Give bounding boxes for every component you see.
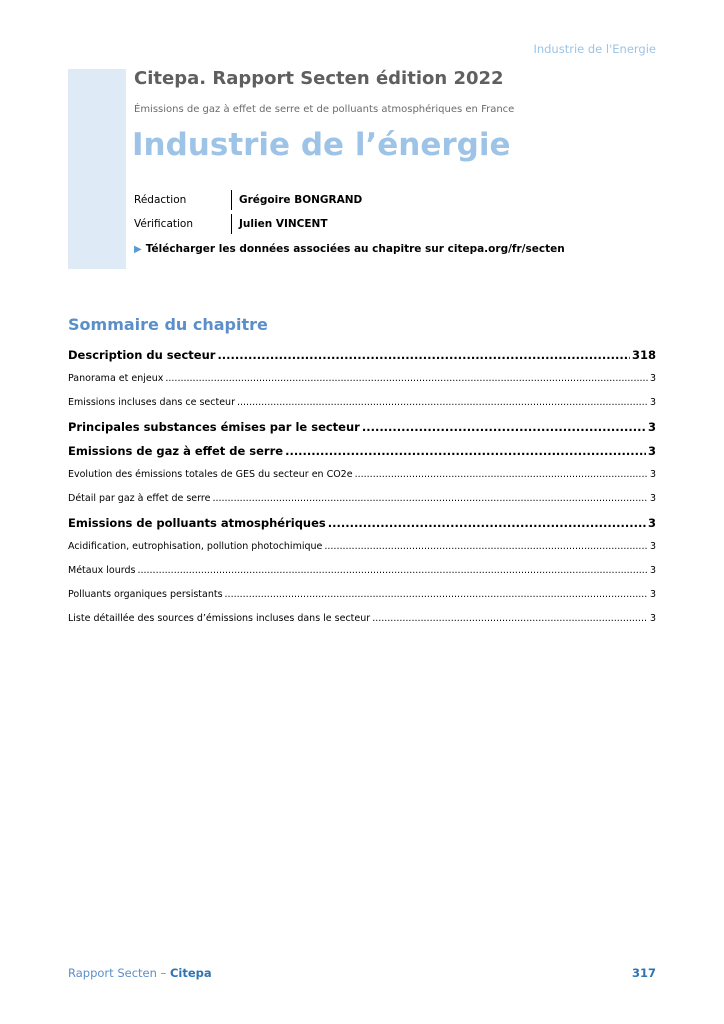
toc-dot-leader bbox=[237, 391, 648, 415]
toc-heading: Sommaire du chapitre bbox=[68, 315, 268, 334]
toc-dot-leader bbox=[165, 367, 648, 391]
toc-dot-leader bbox=[285, 439, 646, 463]
toc-entry-text: Acidification, eutrophisation, pollution photochimique bbox=[68, 541, 323, 552]
toc-dot-leader bbox=[355, 463, 648, 487]
download-link-text: Télécharger les données associées au chapitre sur citepa.org/fr/secten bbox=[145, 243, 565, 255]
toc-entry-text: Panorama et enjeux bbox=[68, 373, 164, 384]
play-arrow-icon: ▶ bbox=[134, 243, 142, 255]
toc-entry[interactable] bbox=[68, 367, 656, 391]
toc-entry[interactable] bbox=[68, 559, 656, 583]
toc-entry[interactable] bbox=[68, 415, 656, 439]
credit-value: Grégoire BONGRAND bbox=[239, 194, 363, 206]
toc-entry-text: Emissions incluses dans ce secteur bbox=[68, 397, 235, 408]
toc-entry-page: 3 bbox=[649, 493, 656, 504]
credit-value: Julien VINCENT bbox=[239, 218, 328, 230]
toc-entry-page: 3 bbox=[649, 373, 656, 384]
accent-bar bbox=[68, 69, 126, 269]
running-header: Industrie de l'Energie bbox=[533, 42, 656, 56]
toc-entry-page: 3 bbox=[647, 516, 656, 530]
toc-entry-text: Principales substances émises par le secteur bbox=[68, 420, 360, 434]
toc-entry-page: 3 bbox=[647, 420, 656, 434]
toc-entry-text: Métaux lourds bbox=[68, 565, 136, 576]
toc-dot-leader bbox=[137, 559, 648, 583]
toc-entry-page: 318 bbox=[631, 348, 656, 362]
toc-dot-leader bbox=[324, 535, 648, 559]
toc-entry-text: Polluants organiques persistants bbox=[68, 589, 223, 600]
credit-label: Rédaction bbox=[134, 194, 187, 206]
footer-page-number: 317 bbox=[631, 966, 656, 980]
toc-entry-text: Description du secteur bbox=[68, 348, 216, 362]
toc-entry[interactable] bbox=[68, 391, 656, 415]
download-link[interactable] bbox=[134, 243, 565, 255]
credit-row-verification bbox=[134, 212, 362, 236]
table-of-contents bbox=[68, 343, 656, 631]
toc-entry[interactable] bbox=[68, 511, 656, 535]
toc-dot-leader bbox=[372, 607, 648, 631]
credits bbox=[134, 188, 362, 236]
toc-entry[interactable] bbox=[68, 487, 656, 511]
credit-row-redaction bbox=[134, 188, 362, 212]
toc-entry[interactable] bbox=[68, 535, 656, 559]
credit-separator bbox=[231, 214, 232, 234]
toc-entry-page: 3 bbox=[649, 565, 656, 576]
toc-entry-text: Détail par gaz à effet de serre bbox=[68, 493, 211, 504]
toc-entry[interactable] bbox=[68, 463, 656, 487]
toc-dot-leader bbox=[225, 583, 648, 607]
toc-dot-leader bbox=[217, 343, 630, 367]
toc-entry-text: Liste détaillée des sources d’émissions incluses dans le secteur bbox=[68, 613, 371, 624]
footer-brand: Citepa bbox=[169, 966, 212, 980]
toc-entry[interactable] bbox=[68, 583, 656, 607]
credit-label: Vérification bbox=[134, 218, 193, 230]
report-title: Citepa. Rapport Secten édition 2022 bbox=[134, 68, 504, 89]
toc-entry-text: Emissions de gaz à effet de serre bbox=[68, 444, 284, 458]
toc-entry-text: Emissions de polluants atmosphériques bbox=[68, 516, 326, 530]
toc-dot-leader bbox=[212, 487, 648, 511]
footer-prefix: Rapport Secten – bbox=[68, 966, 167, 980]
toc-entry-page: 3 bbox=[647, 444, 656, 458]
toc-entry[interactable] bbox=[68, 343, 656, 367]
footer-left bbox=[68, 966, 212, 980]
toc-dot-leader bbox=[328, 511, 646, 535]
credit-separator bbox=[231, 190, 232, 210]
toc-entry-page: 3 bbox=[649, 613, 656, 624]
toc-entry-page: 3 bbox=[649, 397, 656, 408]
chapter-title: Industrie de l’énergie bbox=[132, 127, 511, 163]
toc-dot-leader bbox=[362, 415, 646, 439]
report-subtitle: Émissions de gaz à effet de serre et de polluants atmosphériques en France bbox=[134, 104, 515, 115]
toc-entry-page: 3 bbox=[649, 541, 656, 552]
toc-entry[interactable] bbox=[68, 607, 656, 631]
toc-entry[interactable] bbox=[68, 439, 656, 463]
toc-entry-text: Evolution des émissions totales de GES du secteur en CO2e bbox=[68, 469, 353, 480]
toc-entry-page: 3 bbox=[649, 469, 656, 480]
toc-entry-page: 3 bbox=[649, 589, 656, 600]
